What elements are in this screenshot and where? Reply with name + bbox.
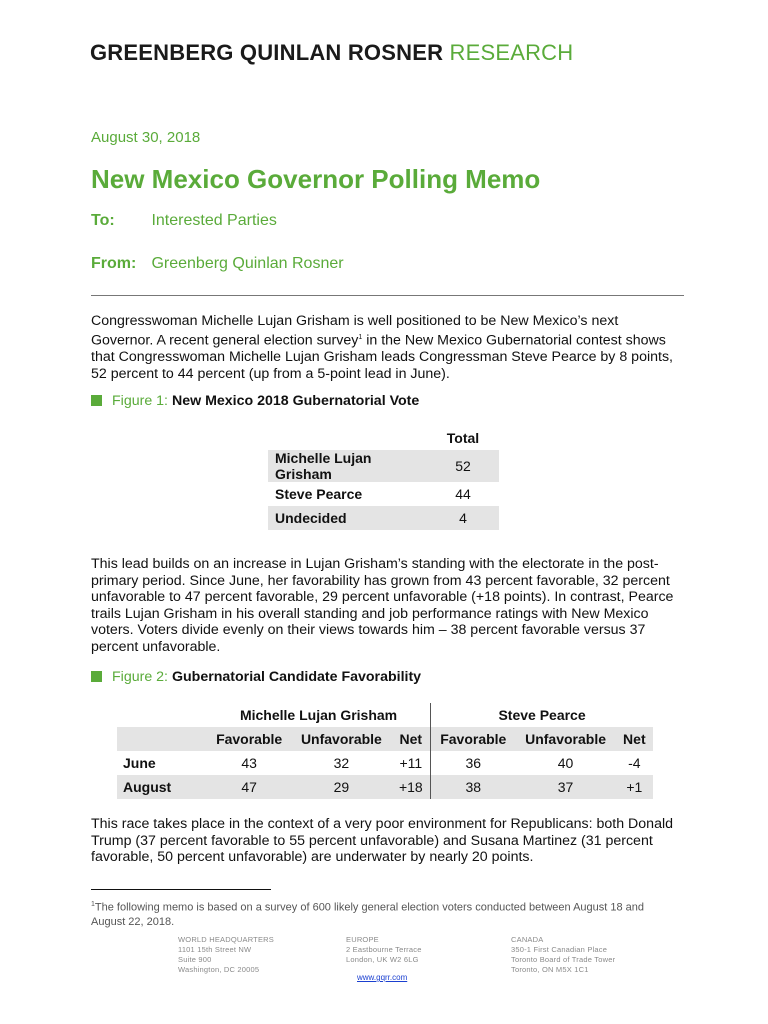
brand-suffix: RESEARCH [449, 40, 574, 65]
row-label: August [117, 775, 207, 799]
paragraph-intro-part2: in the New Mexico Gubernatorial contest shows that Congresswoman Michelle Lujan Grisham leads Congressman Steve Pearce by 8 points, 52 percent to 44 percent (up from a 5-point lead in June). [91, 332, 673, 382]
table-row [268, 506, 499, 530]
favorability-table [117, 703, 653, 799]
footnote [91, 898, 671, 929]
row-value: 44 [455, 486, 471, 502]
paragraph-intro [91, 313, 681, 382]
office-canada [511, 935, 615, 975]
to-label: To: [91, 212, 115, 229]
table-cell: 36 [465, 755, 482, 771]
paragraph-intro-part1: Congresswoman Michelle Lujan Grisham is well positioned to be New Mexico’s next Governor. A recent general election survey [91, 313, 619, 349]
office-line: WORLD HEADQUARTERS [178, 935, 274, 944]
office-line: Washington, DC 20005 [178, 965, 260, 974]
office-line: 1101 15th Street NW [178, 945, 252, 954]
to-value: Interested Parties [151, 212, 277, 229]
favorability-group-header [117, 703, 653, 727]
memo-date: August 30, 2018 [91, 129, 201, 146]
column-header: Favorable [431, 727, 516, 751]
square-bullet-icon [91, 395, 102, 406]
vote-table [268, 426, 499, 530]
to-row [91, 212, 277, 230]
column-header: Net [392, 727, 431, 751]
paragraph-favorability: This lead builds on an increase in Lujan Grisham’s standing with the electorate in the post-primary period. Since June, her favorability has grown from 43 percent favorable, 32 percent unfavorable to 47 percent favorable, 29 percent unfavorable (+18 points). In contrast, Pearce trails Lujan Grisham in his overall standing and job performance ratings with New Mexico voters. Voters divide evenly on their views towards him – 38 percent favorable versus 37 percent unfavorable. [91, 556, 674, 655]
group-header-pearce: Steve Pearce [431, 703, 653, 727]
table-cell: 37 [515, 775, 615, 799]
figure1-heading [91, 393, 419, 409]
table-cell: +1 [616, 775, 653, 799]
memo-title: New Mexico Governor Polling Memo [91, 164, 541, 194]
table-row [268, 450, 499, 482]
brand-name: GREENBERG QUINLAN ROSNER [90, 40, 444, 65]
figure1-title: New Mexico 2018 Gubernatorial Vote [171, 393, 420, 409]
office-line: Toronto Board of Trade Tower [511, 955, 616, 964]
column-header: Unfavorable [515, 727, 615, 751]
table-row [117, 775, 653, 799]
figure2-heading [91, 669, 421, 685]
office-line: CANADA [511, 935, 544, 944]
from-row [91, 255, 344, 273]
vote-table-header [268, 426, 499, 450]
office-line: Suite 900 [178, 955, 212, 964]
table-cell: +11 [392, 751, 431, 775]
website-link[interactable]: www.gqrr.com [357, 973, 408, 982]
office-line: Toronto, ON M5X 1C1 [511, 965, 589, 974]
office-europe [346, 935, 422, 965]
group-header-grisham: Michelle Lujan Grisham [207, 703, 431, 727]
footnote-text: The following memo is based on a survey of 600 likely general election voters conducted between August 18 and August 22, 2018. [91, 901, 645, 928]
footnote-number: 1 [91, 901, 95, 908]
favorability-sub-header [117, 727, 653, 751]
header-divider [91, 295, 684, 296]
office-line: 2 Eastbourne Terrace [346, 945, 422, 954]
column-header: Unfavorable [291, 727, 391, 751]
table-cell: 40 [557, 755, 574, 771]
footnote-marker: 1 [358, 333, 363, 341]
office-line: 350-1 First Canadian Place [511, 945, 608, 954]
square-bullet-icon [91, 671, 102, 682]
table-row [117, 751, 653, 775]
figure2-label: Figure 2: [112, 669, 168, 685]
office-line: EUROPE [346, 935, 379, 944]
footnote-divider [91, 889, 271, 890]
row-value: 4 [427, 506, 499, 530]
row-label: Undecided [268, 506, 427, 530]
from-label: From: [91, 255, 137, 272]
row-label: June [123, 755, 156, 771]
column-header: Net [616, 727, 653, 751]
table-cell: 29 [291, 775, 391, 799]
row-label: Michelle Lujan Grisham [268, 450, 427, 482]
table-cell: -4 [628, 755, 641, 771]
table-cell: 47 [207, 775, 291, 799]
column-header: Favorable [207, 727, 291, 751]
vote-table-column: Total [446, 430, 480, 446]
paragraph-context: This race takes place in the context of a very poor environment for Republicans: both Donald Trump (37 percent favorable to 55 percent unfavorable) and Susana Martinez (31 percent favorable, 50 percent unfavorable) are underwater by nearly 20 points. [91, 816, 674, 866]
table-cell: +18 [392, 775, 431, 799]
office-headquarters [178, 935, 274, 975]
figure2-title: Gubernatorial Candidate Favorability [171, 669, 422, 685]
table-row [268, 482, 499, 506]
table-cell: 32 [333, 755, 350, 771]
office-line: London, UK W2 6LG [346, 955, 419, 964]
from-value: Greenberg Quinlan Rosner [151, 255, 344, 272]
row-value: 52 [427, 450, 499, 482]
table-cell: 38 [431, 775, 516, 799]
table-cell: 43 [241, 755, 257, 771]
brand-logo [90, 40, 573, 66]
row-label: Steve Pearce [275, 486, 363, 502]
figure1-label: Figure 1: [112, 393, 168, 409]
